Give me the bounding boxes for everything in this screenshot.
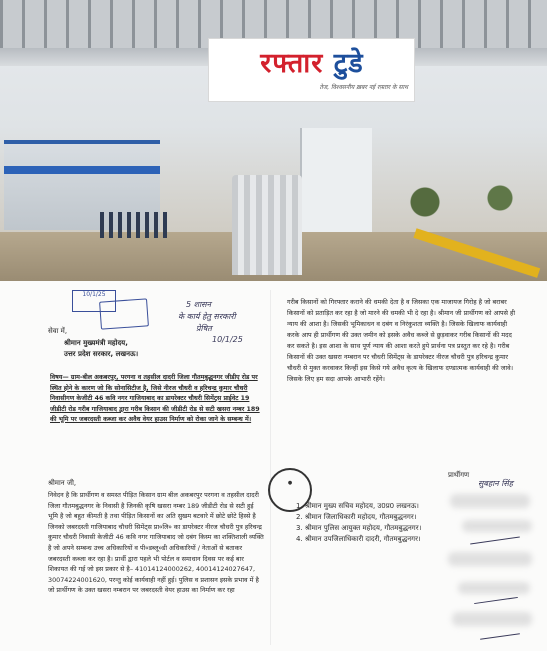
warehouse-shed-right bbox=[300, 128, 372, 248]
redacted-name-4 bbox=[458, 582, 530, 594]
letter-addressee-place: उत्तर प्रदेश सरकार, लखनऊ। bbox=[64, 350, 139, 358]
redacted-name-5 bbox=[452, 612, 532, 626]
letter-to-line: सेवा में, bbox=[48, 327, 68, 335]
office-stamp bbox=[99, 298, 149, 329]
crowd-of-people bbox=[100, 212, 170, 238]
redacted-name-1 bbox=[450, 494, 530, 508]
copy-item-4: 4. श्रीमान उपजिलाधिकारी दादरी, गौतमबुद्धनगर। bbox=[296, 535, 421, 543]
storage-tank bbox=[232, 175, 302, 275]
copy-item-2: 2. श्रीमान जिलाधिकारी महोदय, गौतमबुद्धनगर। bbox=[296, 513, 417, 521]
logo-word-left: रफ्तार bbox=[260, 48, 324, 79]
page-divider bbox=[270, 290, 271, 645]
round-seal-stamp: ● bbox=[268, 468, 312, 512]
copy-item-3: 3. श्रीमान पुलिस आयुक्त महोदय, गौतमबुद्धनगर। bbox=[296, 524, 422, 532]
copy-item-1: 1. श्रीमान मुख्य सचिव महोदय, उ0प्र0 लखनऊ। bbox=[296, 502, 419, 510]
news-photo bbox=[0, 0, 547, 281]
logo-word-right: टुडे bbox=[333, 48, 364, 79]
handwritten-note-1: 5 शासन bbox=[186, 300, 211, 309]
letter-addressee: श्रीमान मुख्यमंत्री महोदय, bbox=[64, 339, 128, 347]
letter-salutation: श्रीमान जी, bbox=[48, 479, 77, 487]
handwritten-note-3: प्रेषित bbox=[196, 324, 212, 333]
logo-tagline: तेज, विश्वसनीय ख़बर नई रफ़्तार के साथ bbox=[319, 84, 408, 91]
redacted-name-2 bbox=[462, 520, 532, 532]
letter-subject: विषय— ग्राम-बील अकबरपुर, परगना व तहसील दादरी जिला गौतमबुद्धनगर जीडीए रोड पर स्थित होने के कारण जो कि सोनासिटीज है, जिसे नीरज चौधरी व हरिचन्द्र कुमार चौधरी निवासीगण केजीटी 46 कवि नगर गाजियाबाद का डायरेक्टर चौधरी सिमेंट्स प्राईवेट 19 जीडीटी रोड गरीब गाजियाबाद द्वारा गरीब किसान की जीडीटी रोड से सटी खसरा नम्बर 189 की भूमि पर जबरदस्ती कब्जा कर अवैध वेयर हाउस निर्माण को रोका जाने के सम्बन्ध में। bbox=[50, 374, 260, 423]
letter-body-right: गरीब किसानों को गिरफ्तार कराने की धमकी देता है व जिसका एक माजायज गिरोह है जो बराबर किसानों को प्रताड़ित कर रहा है जो मारने की धमकी भी दे रहा है। श्रीमान जी प्रार्थीगण को आपसे ही न्याय की आशा है। जिसकी भूमिकाधन व दबंग व निरंकुशता व्यक्ति है। जिसके खिलाफ कार्यवाही करके आप ही प्रार्थीगण की उक्त जमीन को इसके अवैध कब्जे से छुड़वाकर गरीब किसानों की मदद कर सकते है। इस आशा के साथ पूर्ण न्याय की आशा करते हुये प्रार्थना पत्र प्रस्तुत कर रहे है। गरीब किसानों की उक्त खसरा नम्बरान पर चौधरी सिमेंट्स के डायरेक्टर नीरज चौधरी पुत्र हरिचन्द्र कुमार चौधरी से मुक्त करवाकर किन्हीं इस किसे गये अवैध कृत्य के खिलाफ दण्डात्मक कार्यवाही की जावे। जिसके लिए हम सदा आपके आभारी रहेंगे। bbox=[287, 298, 516, 383]
applicant-signature: सुबहान सिंह bbox=[478, 479, 514, 488]
handwritten-date: 10/1/25 bbox=[212, 335, 243, 344]
handwritten-note-2: के कार्य हेतु सरकारी bbox=[178, 312, 236, 321]
letter-body-left: निवेदन है कि प्रार्थीगण व समस्त पीड़ित किसान ग्राम बील अकबरपुर परगना व तहसील दादरी जिला गौतमबुद्धनगर के निवासी है जिनकी कृषि खसरा नम्बर 189 जीडीटी रोड से सटी हुई भूमि है जो बहुत कीमती है तथा पीड़ित किसानों का अति सुखम बटवारे में छोटे छोटे हिस्से है जिनको जबरदस्ती गाजियाबाद चौधरी सिमेंट्स प्रा०लि० का डायरेक्टर नीरज चौधरी पुत्र हरिचन्द्र कुमार चौधरी निवासी केजीटी 46 कवि नगर गाजियाबाद जो दबंग किस्म का शक्तिशाली व्यक्ति है जो अपने सम्बन्ध उच्च अधिकारियों व पी०डब्लू०डी अधिकारियों / नेताओं से बताकर जबरदस्ती कब्जा कर रहा है। प्रार्थी द्वारा पहले भी पोर्टल व समाधान दिवस पर कई बार शिकायत की गई जो इस प्रकार से है– 41014124000262, 40014124027647, 30074224001620, परन्तु कोई कार्यवाही नहीं हुई। पुलिस व प्रशासन इसके प्रभाव में है जो प्रार्थीगण के उक्त खसरा नम्बरान पर जबरदस्ती वेयर हाउस का निर्माण कर रहा bbox=[48, 491, 264, 595]
applicant-label: प्रार्थीगण bbox=[448, 471, 470, 479]
redacted-name-3 bbox=[448, 552, 532, 566]
stamp-date: 10/1/25 bbox=[82, 291, 106, 298]
logo-title bbox=[217, 43, 407, 80]
trees bbox=[395, 178, 545, 218]
news-logo bbox=[208, 38, 415, 102]
